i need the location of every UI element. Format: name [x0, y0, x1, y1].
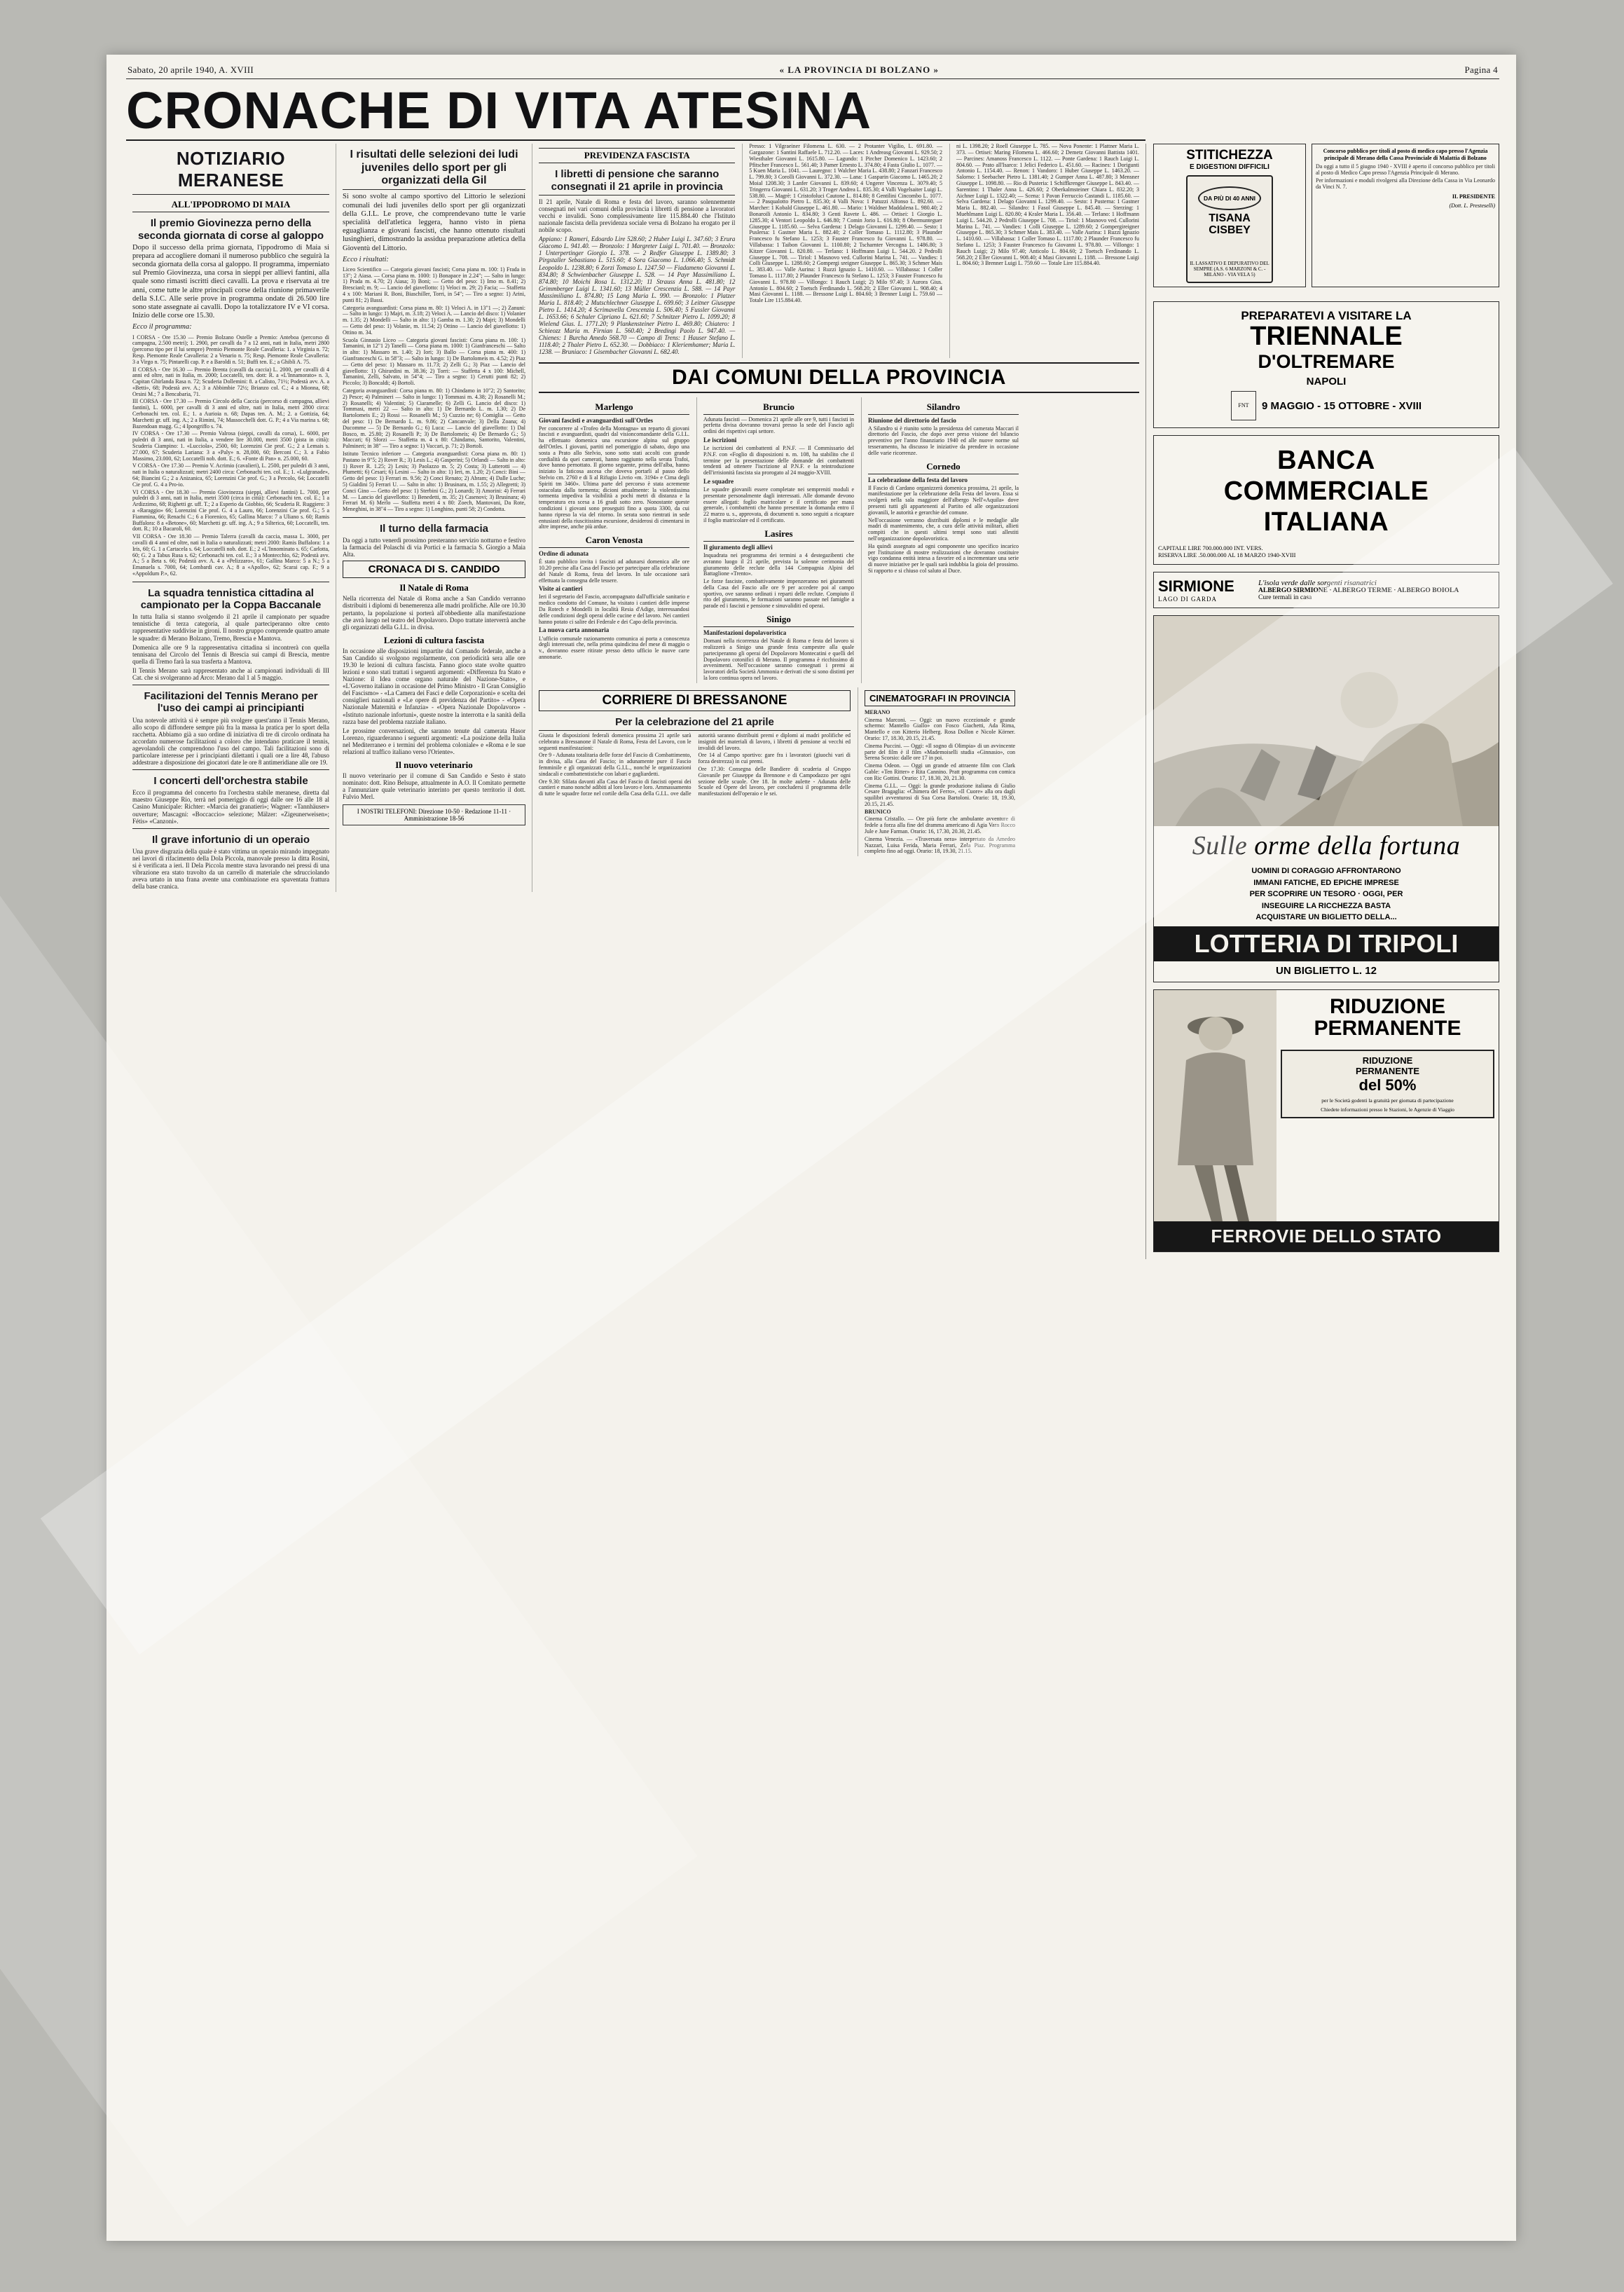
ad-brand: FERROVIE DELLO STATO — [1211, 1225, 1442, 1247]
paragraph: Inquadrata nei programma dei termini a 4 destegazibenti che avranno luogo il 21 aprile, prevista la solenne cerimonia del giuramento delle reclute della 144 Compagnia Alpini del Battaglione «Trento». — [703, 551, 854, 577]
ad-triennale-oltremare[interactable] — [1153, 301, 1499, 428]
paragraph: Giusta le disposizioni federali domenica prossima 21 aprile sarà celebrato a Bressanone il Natale di Roma, Festa del Lavoro, con le seguenti manifestazioni: — [539, 732, 691, 751]
ad-headline: STITICHEZZA — [1186, 148, 1273, 163]
paragraph: Il Tennis Merano sarà rappresentato anche ai campionati individuali di III Cat. che si svolgeranno ad Arco: Merano dal 1 al 5 maggio. — [132, 666, 329, 681]
ad-brand: SIRMIONE — [1158, 577, 1234, 596]
article-title-veterinario: Il nuovo veterinario — [395, 759, 473, 770]
cinema-item: Cinema G.I.L. — Oggi: la grande produzione italiana di Giulio Cesare Bragaglia: «Chimera del Ferro», «Il Cuore» alla ora dagli squilibri avventurosi di Sua Corsa Bartoloni. Orario: 18, 19.30, 20.15, 21.45. — [865, 782, 1015, 807]
article-title-tennis-merano: Facilitazioni del Tennis Merano per l'uso dei campi ai principianti — [144, 690, 318, 715]
paragraph: Dopo il successo della prima giornata, l'ippodromo di Maia si prepara ad accogliere domani il numeroso pubblico che seguirà la seconda giornata della corsa al galoppo. Il programma, imperniato sul Premio Giovinezza, una corsa in sieppi per allievi fantini, alla quale sono rimasti iscritti dieci cavalli. La prova e riservata ai tre anni, come tutte le altre principali corse della riunione primaverile della S.I.C. Alle serie prove in programma ondate di 26.500 lire sono state assegnate ai cavalli. Dopo la totalizzatore IV e VI corsa. Inizio delle corse ore 15.30. — [132, 243, 329, 320]
ad-dates: 9 MAGGIO - 15 OTTOBRE - XVIII — [1261, 399, 1422, 412]
commune-name: Caron Venosta — [585, 535, 643, 546]
commune-headline: Le iscrizioni — [703, 436, 737, 444]
page-title: CRONACHE DI VITA ATESINA — [126, 81, 872, 139]
commune-headline: La nuova carta annonaria — [539, 626, 610, 634]
cinema-item: Cinema Odeon. — Oggi un grande ed attraente film con Clark Gable: «Ten Ritter» e Rita Cannino. Pratt programma con comica con Ric Gottini. Orario: 17, 18.30, 20, 21.30. — [865, 762, 1015, 781]
results-block: Scuola Ginnasio Liceo — Categoria giovani fascisti: Corsa piana m. 100: 1) Tamanini, in 12"1 2) Tanelli — Corsa piana m. 1000: 1) Gianfranceschi — Salto in alto: 1) Massaro m. 1.40; 2) Iori; 3) Ballo — Corsa piana m. 400: 1) Gianfranceschi G. in 58"3; — Salto in lungo: 1) De Bartolomeis m. 4.52; 2) Piaz — Getto del peso: 1) Massaro m. 11.73; 2) Zelli G.; 3) Piaz — Lancio del giavellotto: 1) Ghirardini m. 38.36; 2) Torri: — Staffetta 4 x 100: Michell, Tamanini, Zelli, Salvato, in 54"4; — Tiro a segno: 1) Cerutti punti 82; 2) Piccolo; 3) Boncaldi; 4) Bortoli. — [343, 336, 525, 387]
column-notiziario-meranese — [126, 144, 336, 892]
corriere-bressanone — [539, 687, 851, 857]
article-title-concerti: I concerti dell'orchestra stabile — [153, 775, 308, 788]
program-item: Ore 9.30: Sfilata davanti alla Casa del Fascio di fascisti operai dei cantieri e mano nonché adibiti al loro lavoro e loro. Ammassamento di tutte le squadre forze nel cortile della Casa della G.I.L. ove dalle autorità saranno distribuiti premi e diplomi ai madri prolifiche ed insigniti dei materiali di lavoro, i libretti di pensione ai vecchi ed invalidi del lavoro. — [539, 732, 851, 797]
paragraph: Domenica alle ore 9 la rappresentativa cittadina si incontrerà con quella tennisana del Circolo del Tennis di Brescia sui campi di Brescia, mentre quella di Tremo farà la sua trasferta a Mantova. — [132, 643, 329, 665]
card-note: per le Società godenti la gratuità per giornata di partecipazione — [1321, 1097, 1454, 1104]
commune-headline: Visite ai cantieri — [539, 585, 583, 593]
ad-copy-line: PER SCOPRIRE UN TESORO · OGGI, PER — [1249, 890, 1403, 899]
race-entry: II CORSA - Ore 16.30 — Premio Brenta (cavalli da caccia) L. 2000, per cavalli di 4 anni ed oltre, nati in Italia, m. 2000; Loccatelli, ten. dott: R. a «L'Innamorato» n. 3, Capitan Ghirlanda Rasa n. 72; Scuderia Dollemini: 8. a Calisto, 71½; Podestà avv. A. a «Betti», 68; Podestà avv. A.; 3 a Abbimbie 72½; Brianzo col. C.; 4 a Mionna, 68; Orsini M.; 7 a Bencabaria, 71. — [132, 366, 329, 397]
paragraph: Il 21 aprile, Natale di Roma e festa del lavoro, saranno solennemente consegnati nei vari comuni della provincia i libretti di pensione a lavoratori vecchi e invalidi. Sono complessivamente lire 115.884.40 che l'Istituto nazionale fascista della previdenza sociale versa di Bolzano ha erogato per il nobile scopo. — [539, 198, 736, 234]
ad-concorso-pubblico[interactable] — [1312, 144, 1499, 287]
commune-headline: Riunione del direttorio del fascio — [868, 416, 956, 424]
paragraph: Una grave disgrazia della quale è stato vittima un operaio mirando impegnato nei lavori di rifacimento della Dola Piccola, manovale presso la ditta Rosini, si è verificata a ieri. Il Dela Piccola mentre stava lavorando nei pressi di una vibrazione era stato travolto da un carrello di materiale che sdrucciolando aveva urtato in una frana avente una combinazione era spaventata frattura della base cranica. — [132, 847, 329, 891]
discount-card — [1281, 1050, 1494, 1118]
paragraph: Ecco il programma: — [132, 323, 192, 331]
race-entry: VI CORSA - Ore 18.30 — Premio Giovinezza (sieppi, allievi fantini) L. 7000, per puledri di 3 anni, nati in Italia, metri 3500 (circa in città): Cerbonachi ten. col. E.; 1 a Ardizzimo, 68; Righetti gr. uff. T.; 2 a Esperio da Giobbio, 66; Scuderia R. Ruggiero: 3 a «Raraggio» 66; Lorenzini Cie prof. G. 4 a Lauro, 66; Lorenzini Cie prof. G.; 5 a Fiammina, 66; Renachi C.; 6 a Fiorenico, 65; Gallina Marco: 7 a Uliano s. 60; Ramis Buffalora: 8 a «Betone», 60; Marchetti gr. uff. ing. A.; 9 a Silterica, 60; Loccatelli, ten. dott. R.; 10 a Bacaroli, 60. — [132, 488, 329, 533]
paragraph: Da oggi a tutto venerdì prossimo presteranno servizio notturno e festivo la farmacia del Polaschi di via Portici e la farmacia S. Giorgio a Maia Alta. — [343, 537, 525, 558]
cinema-item: Cinema Venezia. — «Traversata nera» interpretato da Amedeo Nazzari, Luisa Ferida, Maria Ferrari, Zola Piaz. Programma completo fino ad oggi. Orario: 18, 19.30, 21.15. — [865, 835, 1015, 855]
commune-name: Silandro — [926, 401, 961, 412]
paragraph: Per concorrere al «Trofeo della Montagna» un reparto di giovani fascisti e avanguardisti, quadri dal visioncomandante della G.I.L. ha effettuato domenica una escursione alpina sul gruppo dell'Ortles. I giovani, partiti nel pomeriggio di sabato, dopo una sosta a Prato allo Stelvio, sono sotto stati accolti con grande cordialità da quei camerati, hanno raggiunto nella serata Trafoi, dove hanno pernottato. Il giorno seguente, prima dell'alba, hanno iniziato la faticosa ascesa che doveva portarli al passo dello Stelvio cm. 2760 e di lì al Rifugio Livrio «m. 3194» e Cima degli Spiriti tm 3460». Ultima parte del percorso è stata acremente ostacolata dalla tormenta; dicioni attualmente: la violentissima tormenta impediva la visibilità a pochi metri di distanza e la temperatura era scesa a 16 gradi sotto zero. Nonostante queste condizioni i giovani sono proseguiti fino a quota 3300, da cui hanno ripreso la via del ritorno. In serata sono rientrati in sede entusiasti della riuscitissima escursione, desiderosi di cimentarsi in altre imprese, anche più ardue. — [539, 425, 689, 530]
newspaper-sheet — [106, 55, 1516, 2241]
card-info: Chiedete informazioni presso le Stazioni, le Agenzie di Viaggio — [1321, 1106, 1454, 1113]
ad-copy-line: IMMANI FATICHE, ED EPICHE IMPRESE — [1253, 878, 1399, 887]
paragraph: Ha quindi assegnato ad ogni componente uno specifico incarico per l'istituzione di mostre realizzazioni che dovranno costituire vigo condanna entità intesa a favorire ed a incrementare una serie di nuove iniziative per le quali sarà indubbia la gioia del prossimo. Si rapporto e si chiuso col saluto al Duce. — [868, 542, 1019, 575]
column-ludi-juveniles — [336, 144, 532, 892]
commune-bruncio — [696, 397, 854, 683]
commune-name: Lasires — [764, 528, 793, 539]
paragraph: Il nuovo veterinario per il comune di San Candido e Sesto è stato nominato: dott. Rino Belsupe, attualmente in A.O. Il Comitato permette a l'annunziare quale veterinario interinto per questo territorio il dott. Fulvio Merl. — [343, 771, 525, 801]
ad-location: LAGO DI GARDA — [1158, 596, 1217, 603]
masthead-page: Pagina 4 — [1464, 64, 1498, 75]
paragraph: Ecco i risultati: — [343, 255, 389, 263]
cinema-item: Cinema Puccini. — Oggi: «Il sogno di Olimpia» di un avvincente parte del film è il film «Mademoiselli studia «Ginnasio», con Serena Scorsio: dalle ore 17 in poi. — [865, 742, 1015, 762]
ad-illustration — [1154, 616, 1499, 826]
ad-copy-line: INSEGUIRE LA RICCHEZZA BASTA — [1261, 901, 1391, 910]
main-content — [126, 144, 1145, 1258]
ad-footnote: IL LASSATIVO E DEPURATIVO DEL SEMPRE (A.S. 6 MARZONI & C. - MILANO - VIA VELA 5) — [1190, 261, 1269, 277]
pension-list: ni L. 1398.20; 2 Roell Giuseppe L. 785. — Nova Ponente: 1 Plattner Maria L. 373. — Ortisei: Maring Filomena L. 466.60; 2 Demetz Giovanni Battista 1401. — Parcines: Amanoss Francesco L. 1122. — Ponte Gardena: 1 Rauch Luigi L. 804.60. — Prato all'Isarco: 1 Jelici Federico L. 451.60. — Racines: 1 Dorigunti Antonio L. 1154.40. — Renon: 1 Vandoro: 1 Huber Giuseppe L. 1463.20. — Salorno: 1 Seebacher Pietro L. 1381.40; 2 Gumper Anna L. 487.80; 3 Mensner Giuseppe L. 1098.80. — Rio di Pusteria: 1 Schiffkrenger Giuseppe L. 843.40. — Sarentino: 1 Thaler Anna L. 426.60; 2 Oberkalmsteiner Chiara L. 832.20; 3 Aichner Luigi L. 1322.40; — Scena: 1 Pavan Ferruccio Castandi L. 1185.60. — Selva Gardena: 1 Delago Giovanni L. 1299.40. — Sesto: 1 Pusterna: 1 Gastner Maria L. 882.40. — Silandro: 1 Fasol Giuseppe L. 845.40. — Sterzing: 1 Muehlmann Luigi L. 820.80; 4 Kraler Maria L. 356.40. — Terlano: 1 Hoffmann Luigi L. 544.20. 2 Pedrolli Giuseppe L. 708. — Tiriol: 1 Masnovo ved. Cullorini Marina L. 741. — Vandies: 1 Colli Giuseppe L. 1289.60; 2 Gompergireigner Giuseppe L. 865.30; 3 Schmer Mais L. 383.40. — Valle Aurina: 1 Ruzzi Ignazio L. 1410.60. — Villabassa: 1 Coller Tomaso L. 1117.80; 2 Plaunder Francesco fu Stefano L. 1253; 3 Fauster Francesco fu Giovanni L. 978.80. — Villongo: 1 Rauch Luigi; 2) Milo 97.40; Anticolo L. 804.60; 2 Toetsch Ferdinando L. 568.20; 2 Eller Giovanni L. 908.40; 4 Masi Giovanni L. 1188. — Bressone Luigi L. 804.60; 3 Brenner Luigi L. 759.60 — Totale Lire 115.884.40. — [956, 143, 1139, 267]
paragraph: Le forze fasciste, combattivamente impenzeranno nei giuramenti della Casa del Fascio alle ore 9 per accedere poi al campo sportivo, ove saranno ordinati i reparti delle reclute. Compiuto il rito del giuramento, le formazioni saranno passate nel famiglie a parade ed i fascisti e pensione e sinuvaliditi ed operai. — [703, 578, 854, 610]
product-name: TISANA CISBEY — [1209, 212, 1251, 237]
ad-subheadline: E DIGESTIONI DIFFICILI — [1190, 163, 1269, 172]
ad-city: NAPOLI — [1306, 376, 1347, 388]
paragraph: Le iscrizioni dei combattenti al P.N.F. — Il Commissario del P.N.F. con «Foglio di disposizioni n. m. 108, ha stabilito che il termine per la presentazione delle domande dei combattenti tendenti ad ottenere l'iscrizione al P.N.F. e la reintroduzione dell'irrisionità fascista sia prorogato al 24 maggio-XVIII. — [703, 444, 854, 476]
ad-body: Per informazioni e moduli rivolgersi alla Direzione della Cassa in Via Leonardo da Vinci N. 7. — [1316, 177, 1495, 190]
results-block: Categoria avanguardisti: Corsa piana m. 80: 1) Chindamo in 10"2; 2) Santorito; 2) Pesce; 4) Palmineri — Salto in lungo: 1) Tommasi m. 4.38; 2) Rosanelli M.; 2) Rosanelli; 4) Valentini; 5) Ciaramelle; 6) Zelli G. Lancio del disco: 1) Tommasi, metri 22 — Salto in alto: 1) De Bernardo L. m. 1.30; 2) De Bartolomeis E.; 2) Rossi — Rosanelli M.; 5) Cuzzio ne; 6) Comiglia — Getto del peso: 1) De Bernardo L. m. 9.86; 2) Cancanvale; 3) Della Zoana; 4) Ducomme — 5) De Bernardo G.; 6) Luca: — Lancio del giavellotto: 1) Dal Bosco, m. 25.80; 2) Rosanelli P.; 3) De Bartolomeis; 4) De Bernardo G.; 5) Maccari; 6) Sforzi — Staffetta m. 4 x 80: Chindamo, Santorito, Valentini, Palmineri; in 38" — Tiro a segno: 1) Vaccari, p. 71; 2) Bortoli. — [343, 387, 525, 450]
ad-capital: CAPITALE LIRE 700.000.000 INT. VERS. — [1158, 544, 1263, 552]
race-entry: IV CORSA - Ore 17.30 — Premio Valrosa (sieppi, cavalli da corsa), L. 6000, per puledri di 3 anni, nati in Italia, a vendere lire 30.000, metri 3500 (pista in città): Scuderia Ciampino: 1. «Lucciola», 2500, 60; Lorenzini Cie prof. G.; 2 a Lemais s. 27.000, 67; Scuderia Lariana: 3 a «Paly» n. 28,000, 60; Berconi C.; 3. a Fabio Massimo, 23.000, 62; Loccatelli nob. dott. E.; 6. «Fonte di Pan» n. 25.000, 60. — [132, 430, 329, 462]
paragraph: Si sono svolte al campo sportivo del Littorio le selezioni comunali dei ludi juveniles dello sport per gli organizzati della G.I.L. Le prove, che comprendevano tutte le varie specialità dell'atletica leggera, hanno visto in piena eguaglianza e giovani fascisti, che hanno ottenuto risultati lusinghieri, dimostrando la assidua preparazione atletica della Gioventù del Littorio. — [343, 193, 525, 252]
ad-subtitle: D'OLTREMARE — [1258, 351, 1395, 373]
ad-headline-line1: RIDUZIONE — [1330, 994, 1445, 1018]
article-title-natale-roma: Il Natale di Roma — [399, 582, 469, 593]
card-line2: PERMANENTE — [1355, 1065, 1419, 1076]
masthead — [126, 64, 1499, 77]
product-box — [1186, 175, 1273, 283]
ad-tagline: L'isola verde dalle sorgenti risanatrici — [1258, 579, 1377, 588]
ad-ferrovie-dello-stato[interactable] — [1153, 989, 1499, 1252]
ad-headline-line2: PERMANENTE — [1314, 1017, 1461, 1041]
commune-marlengo — [539, 397, 689, 683]
program-item: Ore 14 al Campo sportivo: gare fra i lavoratori (giuochi vari di forza destrezza) in cui premi. — [698, 752, 851, 765]
card-line1: RIDUZIONE — [1362, 1055, 1413, 1066]
paragraph: In tutta Italia si stanno svolgendo il 21 aprile il campionato per squadre tennistiche di terza categoria, al quale parteciperanno oltre cento rappresentative suddivise in gironi. Il nostro gruppo comprende quattro amate le squadre: di Merano Bolzano, Tremo, Brescia e Mantova. — [132, 613, 329, 642]
fnt-logo-icon: FNT — [1231, 391, 1256, 420]
ad-lottery-name: LOTTERIA DI TRIPOLI — [1154, 926, 1499, 961]
ad-kicker: PREPARATEVI A VISITARE LA — [1241, 309, 1412, 323]
article-title-squadra-tennistica: La squadra tennistica cittadina al campionato per la Coppa Baccanale — [140, 586, 322, 612]
ad-reserve: RISERVA LIRE .50.000.000 AL 18 MARZO 1940-XVIII — [1158, 551, 1296, 559]
paragraph: Domani nella ricorrenza del Natale di Roma e festa del lavoro si realizzerà a Sinigo una grande festa campestre alla quale parteciperanno gli operai del Dopolavoro Montecatini e quelli del Dopolavoro cotonifici di Merano. Il programma è ricchissimo di avvenimenti. Nell'occasione saranno consegnati i premi ai lavoratori della Società Ammonia e derivati che si sono distinti per la loro continua opera nel lavoro. — [703, 638, 854, 681]
paragraph: Nell'occasione verranno distribuiti diplomi e le medaglie alle madri di mantenimento, che, a cura delle attività militari, allieti compiti che in questi ultimi tempi sono stati allestiti nell'organizzazione dopolavoristica. — [868, 516, 1019, 542]
pension-list: Presso: 1 Vilgraeiner Filomena L. 630. — 2 Protanter Vigilio, L. 691.80. — Gargazone: 1 Santini Raffaele L. 712.20. — Laces: 1 Andreasg Giovanni L. 929.50; 2 Wiesthaler Giovanni L. 1615.80. — Lagundo: 1 Pircher Domenico L. 1423.60; 2 Pfitscher Francesco L. 561.40; 3 Pamer Ernesto L. 374.80; 4 Fasta Giulio L. 1077. — 5 Kuen Maria L. 1041. — Lauregno: 1 Walcher Maria L. 438.80; 2 Fanzari Francesco L. 799.80; 3 Corolli Giovanni L. 372.30. — Lana: 1 Gasparin Giacomo L. 1465.20; 2 Moial 1208.30; 3 Lanfer Giovanni L. 839.60; 4 Ungerer Vincenza L. 3079.40; 5 Tringerra Giovanni L. 631.20; 3 Troger Andrea L. 835.30; 4 Valli Vogelsaiter Luigi L. 538.80. — Magrè: 1 Cristofoluci Cautone L. 814.80; 8 Gentilini Cincombo L. 1077. — 2 Pasqualotto Pietro L. 835.30; 4 Valli Nova: 1 Patuzzi Alfonso L. 892.60. — Marcher: 1 Kobald Giuseppe L. 461.80. — Mario: 1 Waldner Maddalena L. 980.40; 2 Bonaroili Antonio L. 834.80; 3 Genti Ravete L. 486. — Ortisei: 1 Giorgio L. 1285.30; 4 Ventori Leopoldo L. 646.80; 7 Comin Jorio L. 616.80; 8 Obermunteguer Giuseppe L. 1185.60. — Selva Gardena: 1 Delago Giovanni L. 1299.40. — Sesto: 1 Puslersa: 1 Gastner Maria L. 882.40; 2 Coller Tomaso L. 1112.80; 3 Plaunder Francesco fu Stefano L. 1253; 3 Fauster Francesco fu Giovanni L. 978.80. — Villabassa: 1 Taibon Giovanni L. 1100.80; 2 Tscharnter Vercogna L. 1486.80; 3 Kitzer Giovanni L. 820.80. — Terlano: 1 Hoffmann Luigi L. 544.20. 2 Pedrolli Giuseppe L. 708. — Tiriol: 1 Masnovo ved. Cullorini Marina L. 741. — Vandies: 1 Colli Giuseppe L. 1288.60; 2 Gompergi sreigner Giuseppe L. 865.30; 3 Schmer Mais L. 383.40. — Valle Aurina: 1 Ruzzi Ignazio L. 1410.60. — Villabassa: 1 Coller Tomaso L. 1117.80; 2 Plaunder Francesco fu Stefano L. 1253; 3 Fauster Francesco fu Giovanni L. 978.80 — Villongo: 1 Rauch Luigi; 2) Milo 97.40; 3 Aurora Gius. Antonio L. 804.60; 2 Toetsch Ferdinando L. 568.20; 2 Eller Giovanni L. 908.40; 4 Masi Giovanni L. 1188. — Bressone Luigi L. 804.60; 3 Brenner Luigi L. 759.60 — Totale Lire 115.884.40. — [749, 143, 942, 304]
article-title-infortunio: Il grave infortunio di un operaio — [151, 833, 310, 846]
commune-headline: Manifestazioni dopolavoristica — [703, 629, 787, 637]
results-block: Liceo Scientifico — Categoria giovani fascisti; Corsa piana m. 100: 1) Frada in 13"; 2 Aiasa. — Corsa piana m. 1000: 1) Bonapace in 2.24"; — Salto in lungo: 1) Prada m. 4.70; 2) Aiasa; 3) Boni; — Getto del peso: 1) Imo m. 8.41; 2) Brescianl; m. 9; — Lancio del giavellotto: 1) Veloci m. 29; 2) Facia; — Staffetta 4 x 100: Mariani R. Boni, Biaschiller, Torri, in 54"; — Tiro a segno: 1) Arini, punti 81; 2) Bassi. — [343, 266, 525, 303]
ad-lotteria-tripoli[interactable] — [1153, 615, 1499, 982]
program-item: Ore 17.30: Consegna delle Bandiere di scuderia al Gruppo Giovanile per Giuseppe da Brennone e di Campodazzo per ogni sezione delle scuole. Ore 18. In molte aulette - Adunata delle Scuole ed Opere del lavoro, per concludersi il programma delle manifestazioni dell'operaio e le sei. — [698, 765, 851, 797]
ad-signature: IL PRESIDENTE — [1452, 193, 1495, 200]
ad-title-line2: COMMERCIALE — [1223, 476, 1429, 506]
ad-headline: Concorso pubblico per titoli al posto di medico capo presso l'Agenzia principale di Merano della Cassa Provinciale di Malattia di Bolzano — [1323, 148, 1488, 161]
column-previdenza-comuni — [532, 144, 1145, 892]
commune-name: Marlengo — [595, 401, 633, 412]
race-entry: V CORSA - Ore 17.30 — Premio V. Acrimio (cavalieri), L. 2500, per puledri di 3 anni, nati in Italia o naturalizzati; metri 2400 circa: Cerbonachi ten. col. E.; 1. «Lulgranade», 64; Biancini G.; 2 a Anizanica, 65; Lorenzini Cie prof. G.; 3 a Percolo, 64; Loccatelli Cie prof. G. 4 a Pro-io. — [132, 462, 329, 488]
commune-headline: La celebrazione della festa del lavoro — [868, 476, 968, 483]
ad-badge: DA PIÙ DI 40 ANNI — [1198, 186, 1261, 210]
phone-numbers: I NOSTRI TELEFONI: Direzione 10-50 · Redazione 11-11 · Amministrazione 18-56 — [343, 804, 525, 825]
advertising-column — [1145, 144, 1499, 1258]
commune-name: Bruncio — [763, 401, 794, 412]
article-title-premio-giovinezza: Il premio Giovinezza perno della seconda giornata di corse al galoppo — [137, 217, 324, 242]
paragraph: Le prossime conversazioni, che saranno tenute dal camerata Hasor Lorenzo, riguarderanno i seguenti argomenti: «La posizione della Italia nel Mediterraneo e i termini del problema coloniale» e «Roma e le sue relazioni al traffico italiano verso l'Oriente». — [343, 727, 525, 755]
ad-signature-name: (Dott. L. Presteselli) — [1449, 202, 1495, 209]
masthead-date: Sabato, 20 aprile 1940, A. XVIII — [128, 64, 254, 75]
ad-body: Da oggi a tutto il 5 giugno 1940 - XVIII è aperto il concorso pubblico per titoli al posto di Medico Capo presso l'Agenzia Principale di Merano. — [1316, 163, 1495, 177]
ad-title-line3: ITALIANA — [1263, 507, 1389, 537]
paragraph: Una notevole attività si è sempre più svolgere quest'anno il Tennis Merano, allo scopo di diffondere sempre più fra la massa la pratica per lo sport della racchetta. Abbiamo già a suo ordine di iniziativa di tre di circolo ordinata ha accordato numerose facilitazioni a coloro che intendano praticare il tennis, agevolandoli che comprendono l'uso del campo. Tali facilitazioni sono di particolare interesse per i principianti dilettanti i quali ore a lire 48, l'abuso addestrare a disposizione dei giocatori date le ore 8 antimeridiane alle ore 19. — [132, 716, 329, 766]
ad-sirmione[interactable] — [1153, 572, 1499, 608]
section-heading-notiziario: NOTIZIARIO MERANESE — [176, 148, 286, 191]
ad-title-line1: BANCA — [1277, 446, 1375, 476]
commune-headline: Giovani fascisti e avanguardisti sull'Ortles — [539, 416, 654, 424]
ad-hotels: ALBERGO SIRMIONE · ALBERGO TERME · ALBERGO BOIOLA — [1258, 587, 1459, 595]
section-heading-bressanone: CORRIERE DI BRESSANONE — [539, 690, 851, 711]
paragraph: Nella ricorrenza del Natale di Roma anche a San Candido verranno distribuiti i diplomi di benemerenza alle madri prolifiche. Alle ore 10.30 pertanto, la popolazione si porterà all'obbediente alla manifestazione che avrà luogo nel teatro del Dopolavoro. Dopo trattate interverrà anche gli organizzati della G.I.L. in divisa. — [343, 595, 525, 631]
article-title-libretti: I libretti di pensione che saranno consegnati il 21 aprile in provincia — [551, 168, 723, 193]
results-block: Istituto Tecnico inferiore — Categoria avanguardisti: Corsa piana m. 80: 1) Pastano in 9"5; 2) Rover R.; 3) Lesis L.; 4) Gasperini; 5) Orlandi — Salto in alto: 1) Rover R. 1.25; 2) Lesis; 3) Paolazzo m. 5; 2) Costa; 3) Lutterotti — 4) Plumetti; 6) Cesari; 6) Lesini — Salto in alto: 1) Ieri, m. 1.20; 2) Conci: Bini — Getto del peso: 1) Ferrari m. 9.56; 2) Conci Renato; 2) Abram; 4) Dalle Luche; 5) Gialdini 5) Ferrari U. — Salto in alto: 1) Brusinara, m. 1.55; 2) Allegretti; 3) Conci Gino — Getto del peso: 1) Sterbini G.; 2) Lonardi; 3) Amorini: 4) Ferrari M. — Lancio del giavellotto: 1) Benedetti, m. 35; 2) Casenovi; 3) Brusinara; 4) Ferrari M. 6) Merlo — Staffetta metri 4 x 80: Zoech, Mantovani, Da Rote, Meneghini, in 38"4 — Tiro a segno: 1) Longhino, punti 58; 2) Condotta. — [343, 450, 526, 513]
commune-name: Cornedo — [926, 460, 961, 472]
paragraph: Adunata fascisti — Domenica 21 aprile alle ore 9, tutti i fascisti in perfetta divisa dovranno trovarsi presso la sede del Fascio agli ordini dei rispettivi capi settore. — [703, 416, 854, 435]
paragraph: È stato pubblico invita i fascisti ad adunarsi domenica alle ore 10.20 precise alla Casa del Fascio per partecipare alla celebrazione del Natale di Roma, festa del lavoro. In tale occasione sarà effettuata la consegna delle tessere. — [539, 558, 689, 584]
article-title-ludi: I risultati delle selezioni dei ludi juveniles dello sport per gli organizzati della Gil — [350, 149, 518, 187]
commune-headline: Ordine di adunata — [539, 550, 589, 558]
race-entry: I CORSA - Ore 15.30 — Premio Bolzano Ostelle a Premio: Anteboa (percorso di campagna, 2.500 metri); 1. 2900, per cavalli da 7 a 12 anni, nati in Italia, metri 2800 (percorso tipo per il lui sempre) Premio Piemonte Reale Cavalleria: 1. a Virginia n. 72; Resp. Piemonte Reale Cavalleria: 2 a Venario n. 75; Resp. Piemonte Reale Cavalleria: 3 a Virgo n. 75; Pintarelli cap. P. e a Baroldi n. 51; Buffi ten. E.; a Ghibli A. 75. — [132, 334, 329, 365]
ad-copy-line: UOMINI DI CORAGGIO AFFRONTARONO — [1251, 867, 1401, 876]
masthead-title: « LA PROVINCIA DI BOLZANO » — [779, 64, 939, 75]
paragraph: Appiano: 1 Rameri, Edoardo Lire 528.60; 2 Huber Luigi L. 347.60; 3 Erura Giacomo L. 941.40. — Bronzolo: 1 Margreter Luigi L. 701.40. — Bronzolo: 1 Unterpertinger Giorgio L. 378. — 2 Redfer Giuseppe L. 1389.80; 3 Pirgstaller Sebastiano L. 515.60; 4 Sora Giacomo L. 1.066.40; 5. Schmidt Leopoldo L. 1238.80; 6 Zorzi Tomaso L. 1247.50 — Fiadameno Giovanni L. 834.80; 8 Schwienbacher Giuseppe L. 528. — 14 Payr Massimiliano L. 874.80; 10 Moichi Rosa L. 1312.20; 11 Strauss Anna L. 481.80; 12 Grimmberger Luigi L. 1341.60; 13 Müller Crescenzia L. 588. — 14 Payr Massimiliano L. 874.80; 15 Lang Maria L. 990. — Bronzolo: 1 Platzer Maria L. 818.40; 2 Mutschlechner Giuseppe L. 699.60; 3 Leitner Giuseppe Pietro L. 1414.20; 4 Scrimavella Crescenzia L. 506.40; 5 Fussler Giovanni L. 1653.66; 6 Schuler Cipriano L. 621.60; 7 Schnitzer Pietro L. 1099.20; 8 Wielend Gius. L. 1771.20; 9 Plankensteiner Pietro L. 469.80; Chiatero: 1 Schieozz Maria m. Firnian L. 560.40; 2 Bredingi Paolo L. 947.40. — Chienes: 1 Burcha Amedo 568.70 — Campo di Trens: 1 Hauser Stefano L. 1118.40; 2 Thaler Pietro L. 652.30. — Dobbiaco: 1 Kleriemhamer; Maria L. 1238. — Bruniaco: 1 Gisembacher Giovanni L. 682.40. — [539, 235, 736, 356]
section-heading-cinema: CINEMATOGRAFI IN PROVINCIA — [865, 690, 1015, 706]
race-entry: VII CORSA - Ore 18.30 — Premio Talerra (cavalli da caccia, massa L. 3000, per cavalli di 4 anni ed oltre, nati in Italia o naturalizzati; metri 2000: Ramis Buffalora: 1 a Iris, 60; G. 1 a Cartacela s. 64; Loccatelli nob. dott. E.; 2 «L'Innominato s. 65; Carlotta, 60; G. 2 a Tabus Rusa s. 62; Cerbonachi ten. col. E.; 3 a Montecchio, 62; Podestà avv. A.; 5 a Beta s. 66; Podestà avv. A. 4 a «Pelizzaro», 61; Gallina Marco: 5 a N.; 5 a Emanuela s. 7000, 64; Lombardi cav. A.; 8 a «Apollo», 62; Scarai cap. F.; 9 a «Appoldum P.», 62. — [132, 533, 329, 577]
card-discount: del 50% — [1358, 1076, 1417, 1094]
subhead-ippodromo: ALL'IPPODROMO DI MAIA — [171, 199, 291, 210]
paragraph: Il Fascio di Cardano organizzerà domenica prossima, 21 aprile, la manifestazione per la celebrazione della Festa del lavoro. Essa si svolgerà nella sala maggiore dell'albergo Nell'«Aquila» dove presenti tutti gli appartenenti al Partito ed alle organizzazioni giovanili, le autorità e gerarchie del comune. — [868, 484, 1019, 516]
banner-dai-comuni — [539, 362, 1139, 393]
cinema-city: MERANO — [865, 708, 890, 715]
treasure-hunters-illustration-icon — [1154, 616, 1499, 826]
traveller-illustration-icon — [1154, 990, 1277, 1221]
kicker-previdenza: PREVIDENZA FASCISTA — [539, 148, 735, 163]
commune-headline: Le squadre — [703, 477, 734, 485]
ad-copy-line: ACQUISTARE UN BIGLIETTO DELLA... — [1255, 913, 1397, 922]
commune-headline: Il giuramento degli allievi — [703, 543, 773, 551]
cinema-item: Cinema Cristallo. — Ore più forte che ambulante avventure di fedele a forza alla fine del dramma americano di Agia Varn Rocco Jule e June Farman. Orario: 16, 17.30, 20.30, 21.45. — [865, 816, 1015, 835]
ad-script-headline: Sulle orme della fortuna — [1192, 831, 1461, 861]
cinema-listings — [858, 687, 1015, 857]
ad-tisana-cisbey[interactable] — [1153, 144, 1306, 287]
race-entry: III CORSA - Ore 17.30 — Premio Circolo della Caccia (percorso di campagna, allievi fantini), L. 6000, per cavalli di 3 anni ed oltre, nati in Italia, metri 2800 circa: Cerbonachi ten. col. E.; 1. a Aurioia n. 68; Dapas ten. A. M.; 2. a Gottizia, 64; Marchetti gr. uff. ing. A.; 2 a Rimini, 74; Massocchelli dott. G. P.; 4 a Via marina s. 68; Bazendoan magg. G.; 4 Ipongriffo s. 74. — [132, 398, 329, 430]
ad-banca-commerciale[interactable] — [1153, 435, 1499, 565]
banner-text: DAI COMUNI DELLA PROVINCIA — [672, 365, 1006, 389]
section-heading-san-candido: CRONACA DI S. CANDIDO — [343, 561, 525, 578]
ad-title: TRIENNALE — [1250, 322, 1403, 352]
results-block: Categoria avanguardisti: Corsa piana m. 80: 1) Veloci A. in 13"1 —; 2) Zanuni: — Salto in lungo: 1) Majri, m. 3.18; 2) Veloci A. — Lancio del disco: 1) Volanier m. 1.35; 2) Mondelli — Salto in alto: 1) Gamba m. 1.30; 2) Majri; 3) Mondelli — Getto del peso: 1) Volanie, m. 11.54; 2) Ottino — Lancio del giavellotto: 1) Ottino m. 34. — [343, 304, 525, 336]
paragraph: Ieri il segretario del Fascio, accompagnato dall'ufficiale sanitario e medico condotto del Comune, ha visitato i cantieri delle imprese Da Rotech e Mondelli in località Resia d'Adige, interessandosi delle condizioni degli operai delle cucine e del lavoro. Nei cantieri hanno potato ci salire dei Federale e dei Capo della provincia. — [539, 593, 689, 625]
ad-note: Cure termali in casa — [1258, 594, 1312, 602]
ad-brand-bar — [1154, 1221, 1499, 1251]
paragraph: Ecco il programma del concerto fra l'orchestra stabile meranese, diretta dal maestro Giuseppe Rio, terrà nel pomeriggio di oggi dalle ore 16 alle 18 al Casino Municipale: Richter: «Marcia dei granatieri»; Wagner: «Tannhäuser» ouverture; Mascagni: «Boccaccio» selezione; Mälzer: «Zigeunerweisen»; Fétis» «Canzoni». — [132, 789, 329, 825]
program-item: Ore 9 - Adunata totalitaria delle forze del Fascio di Combattimento, in divisa, alla Casa del Fascio; in adunamente pure il Fascio femminile e gli organizzati della G.I.L., nonché le organizzazioni sindacali e combattentistiche con labari e gagliardetti. — [539, 752, 691, 777]
paragraph: A Silandro si è riunito sotto la presidenza del camerata Maccari il direttorio del Fascio, che dopo aver preso visione del bilancio preventivo per l'anno finanziario 1940 ed alle nuove norme sul tesseramento, ha discusso le iniziative da prendere in occasione delle varie ricorrenze. — [868, 425, 1019, 456]
ad-illustration — [1154, 990, 1277, 1221]
paragraph: In occasione alle disposizioni impartite dal Comando federale, anche a San Candido si svolgono regolarmente, con periodicità sera alle ore 19.30 le lezioni di cultura fascista. Fanno gioco state svolte quattro lezioni e sono stati trattati i seguenti argomenti: «Differenza fra Stato e Nazione: il Idea come organo naturale del Nazione-Stato», e «L'Governo italiano in occasione del Primo Ministro - Il Gran Consiglio del Fascismo» - «La Camera dei Fasci e delle Corporazioni» e scelta dei consiglieri nazionali e «Le opere di previdenza del Partito» - «Opera Nazionale Maternità e Infanzia» - «Opera Nazionale Dopolavoro» - «Istituto nazionale infortuni», queste nostre la interrotta e la sanità della razza base del problema razziale italiano. — [343, 647, 525, 725]
ad-ticket-price: UN BIGLIETTO L. 12 — [1276, 964, 1377, 977]
article-title-farmacia: Il turno della farmacia — [379, 522, 489, 535]
commune-silandro — [861, 397, 1019, 683]
article-title-celebrazione: Per la celebrazione del 21 aprile — [615, 715, 774, 728]
article-title-cultura-fascista: Lezioni di cultura fascista — [383, 634, 485, 645]
cinema-item: Cinema Marconi. — Oggi: un nuovo eccezionale e grande schermo: Mantello Giallo» con Fosco Giachetti, Ada Rima, Mantello e con Kitterio Helberg. Rosa Dollon e Nicole Körner. Orario: 17, 18.30, 20.15, 21.45. — [865, 716, 1015, 741]
cinema-city: BRUNICO — [865, 808, 891, 815]
paragraph: Le squadre giovanili essere completate nei sempreniti moduli e presentate personalmente dagli interessati. Alle domande devono essere allegati: foglio matricolare e il certificato per mana generale, i combattenti che hanno presentate la domanda entro il 22 marzo u. s., approvata, di documenti n. sono seguiti a ricaptare il foglio matricolare ed il certificato. — [703, 486, 854, 524]
commune-name: Sinigo — [766, 614, 791, 625]
paragraph: L'ufficio comunale razionamento comunica ai porta a conoscenza degli interessati che, nella prima quindicina del mese di maggio o v., dovranno essere ritirate presso detto ufficio le nuove carte annonarie. — [539, 635, 689, 660]
